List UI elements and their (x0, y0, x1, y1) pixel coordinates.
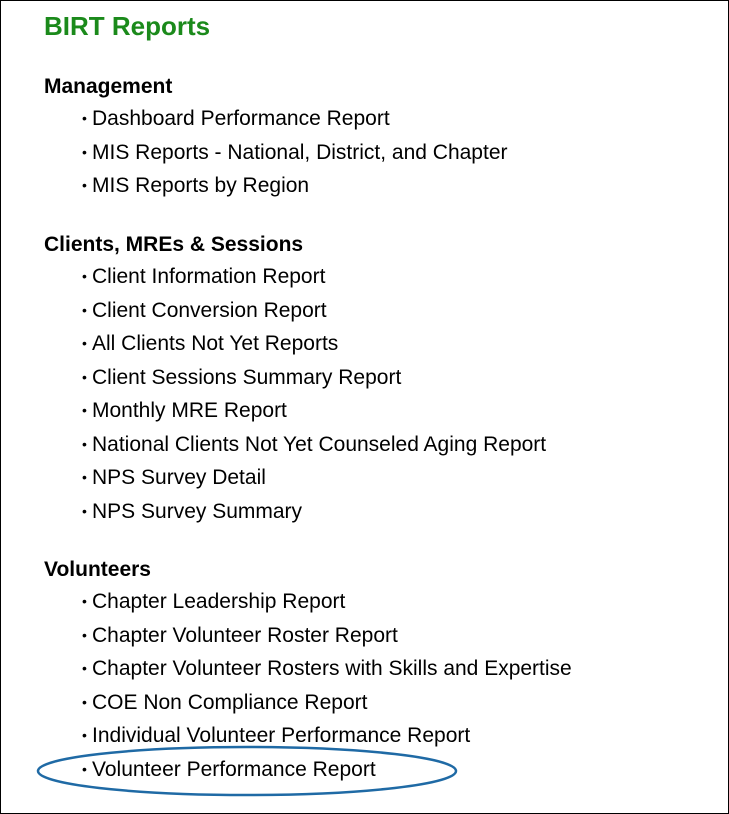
bullet-icon: • (82, 660, 87, 676)
list-item (82, 495, 724, 529)
list-item (82, 361, 724, 395)
report-link-coe-non-compliance[interactable]: COE Non Compliance Report (92, 690, 368, 714)
bullet-icon: • (82, 110, 87, 126)
list-item (82, 428, 724, 462)
volunteers-report-list (44, 585, 724, 786)
list-item (82, 585, 724, 619)
bullet-icon: • (82, 335, 87, 351)
list-item (82, 719, 724, 753)
report-link-volunteer-performance[interactable]: Volunteer Performance Report (92, 757, 376, 781)
report-link-chapter-leadership[interactable]: Chapter Leadership Report (92, 590, 346, 613)
report-link-chapter-rosters-skills[interactable]: Chapter Volunteer Rosters with Skills and Expertise (92, 657, 572, 680)
section-heading-clients: Clients, MREs & Sessions (44, 233, 304, 256)
bullet-icon: • (82, 693, 87, 710)
list-item (82, 619, 724, 653)
report-link-monthly-mre[interactable]: Monthly MRE Report (92, 399, 287, 422)
list-item (82, 394, 724, 428)
bullet-icon: • (82, 177, 87, 193)
list-item (82, 169, 724, 203)
list-item (82, 461, 724, 495)
section-clients (44, 230, 724, 528)
bullet-icon: • (82, 301, 87, 318)
list-item (82, 102, 724, 136)
report-link-mis-by-region[interactable]: MIS Reports by Region (92, 174, 310, 197)
report-link-client-information[interactable]: Client Information Report (92, 265, 326, 288)
report-link-nps-survey-detail[interactable]: NPS Survey Detail (92, 466, 266, 489)
section-volunteers (44, 555, 724, 786)
list-item (82, 294, 724, 328)
report-link-dashboard-performance[interactable]: Dashboard Performance Report (92, 107, 390, 130)
list-item (82, 753, 724, 787)
report-link-nps-survey-summary[interactable]: NPS Survey Summary (92, 499, 303, 523)
section-management (44, 72, 724, 203)
bullet-icon: • (82, 593, 87, 609)
bullet-icon: • (82, 402, 87, 418)
report-link-client-conversion[interactable]: Client Conversion Report (92, 298, 327, 322)
list-item (82, 686, 724, 720)
bullet-icon: • (82, 368, 87, 385)
list-item (82, 260, 724, 294)
bullet-icon: • (82, 469, 87, 485)
page-title: BIRT Reports (44, 11, 211, 41)
report-link-client-sessions-summary[interactable]: Client Sessions Summary Report (92, 365, 402, 389)
section-heading-management: Management (44, 75, 173, 98)
report-link-individual-volunteer-performance[interactable]: Individual Volunteer Performance Report (92, 724, 471, 747)
bullet-icon: • (82, 502, 87, 519)
bullet-icon: • (82, 435, 87, 452)
report-link-national-clients-aging[interactable]: National Clients Not Yet Counseled Aging Report (92, 432, 547, 456)
report-link-chapter-volunteer-roster[interactable]: Chapter Volunteer Roster Report (92, 623, 398, 647)
bullet-icon: • (82, 143, 87, 160)
list-item (82, 136, 724, 170)
management-report-list (44, 102, 724, 203)
bullet-icon: • (82, 268, 87, 284)
bullet-icon: • (82, 626, 87, 643)
section-heading-volunteers: Volunteers (44, 558, 151, 581)
clients-report-list (44, 260, 724, 528)
list-item (82, 327, 724, 361)
report-link-all-clients-not-yet[interactable]: All Clients Not Yet Reports (92, 332, 339, 355)
report-link-mis-national-district-chapter[interactable]: MIS Reports - National, District, and Chapter (92, 140, 508, 164)
list-item (82, 652, 724, 686)
bullet-icon: • (82, 760, 87, 777)
bullet-icon: • (82, 727, 87, 743)
